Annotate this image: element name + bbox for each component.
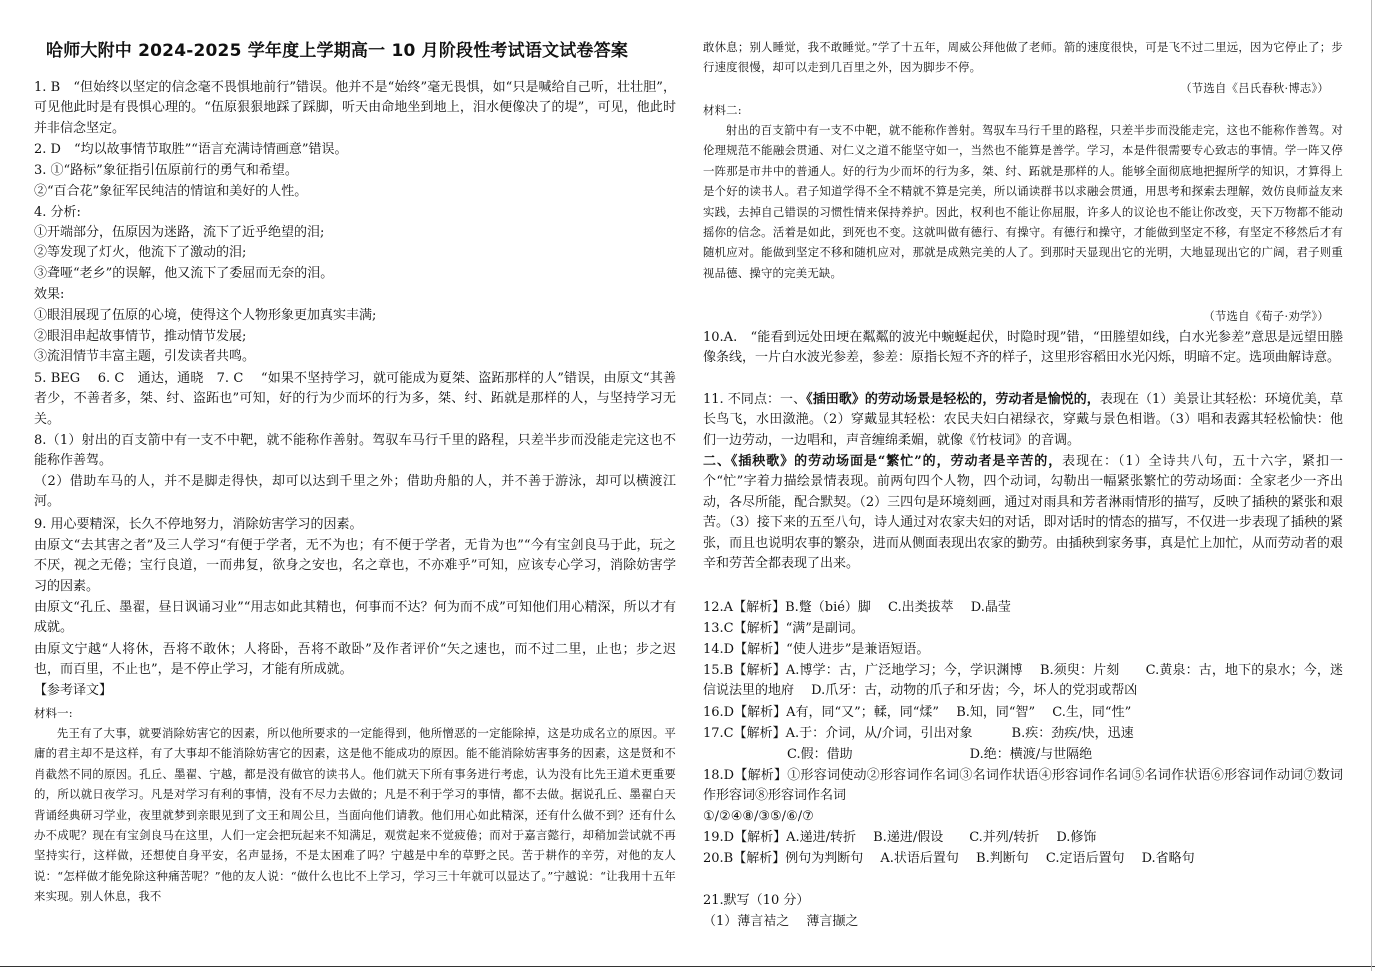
answer-q4-b: ②等发现了灯火，他流下了激动的泪; (34, 245, 247, 260)
answer-q9-b: 由原文“孔丘、墨翟，昼日讽诵习业”“用志如此其精也，何事而不达？何为而不成”可知他们用心精深，所以才有成就。 (34, 600, 676, 636)
material-1-translation-continued: 敢休息；别人睡觉，我不敢睡觉。”学了十五年，周威公拜他做了老师。箭的速度很快，可是飞不过二里远，因为它停止了；步行速度很慢，却可以走到几百里之外，因为脚步不停。 (703, 40, 1343, 75)
answer-effect: 效果: (34, 287, 65, 302)
answer-q17-a: 17.C【解析】A.于：介词，从/介词，引出对象 B.疾：劲疾/快，迅速 (703, 726, 1134, 741)
material-2-label: 材料二: (703, 103, 742, 117)
answer-q11-part-2 (703, 452, 1343, 574)
material-2-translation: 射出的百支箭中有一支不中靶，就不能称作善射。驾驭车马行千里的路程，只差半步而没能走完，这也不能称作善驾。对伦理规范不能融会贯通、对仁义之道不能坚守如一，当然也不能算是善学。学习，本是件很需要专心致志的事情。学一阵又停一阵那是市井中的普通人。好的行为少而坏的行为多，桀、纣、跖就是那样的人。能够全面彻底地把握所学的知识，才算得上是个好的读书人。君子知道学得不全不精就不算是完美，所以诵读群书以求融会贯通，用思考和探索去理解，效仿良师益友来实践，去掉自己错误的习惯性情来保持养护。因此，权利也不能让你屈服，许多人的议论也不能让你改变，天下万物都不能动摇你的信念。活着是如此，到死也不变。这就叫做有德行、有操守。有德行和操守，才能做到坚定不移，有坚定不移然后才有随机应对。能做到坚定不移和随机应对，那就是成熟完美的人了。到那时天显现出它的光明，大地显现出它的广阔，君子则重视品德、操守的完美无缺。 (703, 123, 1343, 280)
answer-q13: 13.C【解析】“满”是副词。 (703, 621, 864, 636)
reference-translation-heading: 【参考译文】 (34, 683, 113, 698)
answer-q9-a: 由原文“去其害之者”及三人学习“有便于学者，无不为也；有不便于学者，无肯为也”“今有宝剑良马于此，玩之不厌，视之无倦；宝行良道，一而弗复，欲身之安也，名之章也，不亦难乎”可知，应该专心学习，消除妨害学习的因素。 (34, 538, 676, 594)
answer-q9-c: 由原文宁越“人将休，吾将不敢休；人将卧，吾将不敢卧”及作者评价“矢之速也，而不过二里，止也；步之迟也，而百里，不止也”，是不停止学习，才能有所成就。 (34, 642, 676, 678)
answer-effect-3: ③流泪情节丰富主题，引发读者共鸣。 (34, 349, 256, 364)
answer-q12: 12.A【解析】B.蹩（bié）脚 C.出类拔萃 D.晶莹 (703, 600, 1011, 615)
answer-q21: 21.默写（10 分） (703, 893, 810, 908)
answer-q4-a: ①开端部分，伍原因为迷路，流下了近乎绝望的泪; (34, 225, 325, 240)
answer-q9: 9. 用心要精深，长久不停地努力，消除妨害学习的因素。 (34, 517, 363, 532)
source-2: （节选自《荀子·劝学》） (1203, 309, 1329, 323)
answer-q20: 20.B【解析】例句为判断句 A.状语后置句 B.判断句 C.定语后置句 D.省略句 (703, 851, 1195, 866)
answer-q14: 14.D【解析】“使人进步”是兼语短语。 (703, 642, 930, 657)
answer-q3-b: ②“百合花”象征军民纯洁的情谊和美好的人性。 (34, 184, 308, 199)
answer-q18-grouping: ①/②④⑧/③⑤/⑥/⑦ (703, 809, 814, 824)
answer-q16: 16.D【解析】A有，同“又”；輮，同“煣” B.知，同“智” C.生，同“性” (703, 705, 1132, 720)
q11-head-2: 二、 (703, 454, 731, 469)
source-1: （节选自《吕氏春秋·博志》） (1180, 81, 1329, 95)
answer-q15: 15.B【解析】A.博学：古，广泛地学习；今，学识渊博 B.须臾：片刻 C.黄泉：古，地下的泉水；今，迷信说法里的地府 D.爪牙：古，动物的爪子和牙齿；今，坏人的党羽或帮凶 (703, 663, 1343, 699)
answer-q8-2: （2）借助车马的人，并不是脚走得快，却可以达到千里之外；借助舟船的人，并不善于游泳，却可以横渡江河。 (34, 474, 676, 510)
answer-q19: 19.D【解析】A.递进/转折 B.递进/假设 C.并列/转折 D.修饰 (703, 830, 1097, 845)
answer-q10: 10.A. “能看到远处田埂在粼粼的波光中蜿蜒起伏，时隐时现”错，“田塍望如线，白水光参差”意思是远望田塍像条线，一片白水波光参差，参差：原指长短不齐的样子，这里形容稻田水光闪烁，明暗不定。选项曲解诗意。 (703, 330, 1343, 366)
q11-head: 11. 不同点：一、 (703, 392, 807, 407)
answer-effect-2: ②眼泪串起故事情节，推动情节发展; (34, 329, 247, 344)
q11-text-2: 表现在：（1）全诗共八句，五十六字，紧扣一个“忙”字着力描绘景情表现。前两句四个人物，四个动词，勾勒出一幅紧张繁忙的劳动场面：全家老少一齐出动，各尽所能，配合默契。（2）三四句是环境刻画，通过对雨具和芳者淋雨情形的描写，反映了插秧的紧张和艰苦。（3）接下来的五至八句，诗人通过对农家夫妇的对话，即对话时的情态的描写，不仅进一步表现了插秧的紧张，而且也说明农事的繁杂，进而从侧面表现出农家的勤劳。由插秧到家务事，真是忙上加忙，从而劳动者的艰辛和劳苦全都表现了出来。 (703, 454, 1343, 572)
bottom-border (0, 966, 1375, 967)
answer-q4-c: ③聋哑“老乡”的误解，他又流下了委屈而无奈的泪。 (34, 266, 334, 281)
material-1-translation: 先王有了大事，就要消除妨害它的因素，所以他所要求的一定能得到，他所憎恶的一定能除掉，这是功成名立的原因。平庸的君主却不是这样，有了大事却不能消除妨害它的因素，这是他不能成功的原因。能不能消除妨害事务的因素，这是贤和不肖截然不同的原因。孔丘、墨翟、宁越，都是没有做官的读书人。他们就天下所有事务进行考虑，认为没有比先王道术更重要的，所以就日夜学习。凡是对学习有利的事情，没有不尽力去做的；凡是不利于学习的事情，都不去做。据说孔丘、墨翟白天背诵经典研习学业，夜里就梦到亲眼见到了文王和周公旦，当面向他们请教。他们用心如此精深，还有什么做不到？还有什么办不成呢？现在有宝剑良马在这里，人们一定会把玩起来不知满足，观赏起来不觉疲倦；而对于嘉言懿行，却稍加尝试就不再坚持实行，这样做，还想使自身平安，名声显扬，不是太困难了吗？宁越是中牟的草野之民。苦于耕作的辛劳，对他的友人说：“怎样做才能免除这种痛苦呢？”他的友人说：“做什么也比不上学习，学习三十年就可以显达了。”宁越说：“让我用十五年来实现。别人休息，我不 (34, 726, 676, 904)
answer-q17-b: C.假：借助 D.绝：横渡/与世隔绝 (787, 747, 1093, 762)
answer-q8-1: 8.（1）射出的百支箭中有一支不中靶，就不能称作善射。驾驭车马行千里的路程，只差半步而没能走完这也不能称作善驾。 (34, 433, 676, 469)
answer-q18: 18.D【解析】①形容词使动②形容词作名词③名词作状语④形容词作名词⑤名词作状语⑥形容词作动词⑦数词作形容词⑧形容词作名词 (703, 768, 1343, 804)
answer-effect-1: ①眼泪展现了伍原的心境，使得这个人物形象更加真实丰满; (34, 308, 377, 323)
answer-q2: 2. D “均以故事情节取胜”“语言充满诗情画意”错误。 (34, 142, 348, 157)
q11-bold-1: 《插田歌》的劳动场景是轻松的，劳动者是愉悦的， (806, 392, 1100, 407)
page-title: 哈师大附中 2024-2025 学年度上学期高一 10 月阶段性考试语文试卷答案 (46, 41, 629, 61)
q11-bold-2: 《插秧歌》的劳动场面是“繁忙”的，劳动者是辛苦的， (730, 454, 1063, 469)
q11-text-1: 表现在（1）美景让其轻松：环境优美，草长鸟飞，水田潋滟。（2）穿戴显其轻松：农民夫妇白裙绿衣，穿戴与景色相谐。（3）唱和表露其轻松愉快：他们一边劳动，一边唱和，声音缠绵柔媚，就像《竹枝词》的音调。 (703, 392, 1343, 448)
right-border (1371, 0, 1372, 971)
answer-q1: 1. B “但始终以坚定的信念毫不畏惧地前行”错误。他并不是“始终”毫无畏惧，如“只是喊给自己听，壮壮胆”，可见他此时是有畏惧心理的。“伍原狠狠地踩了踩脚，听天由命地坐到地上，泪水便像决了的堤”，可见，他此时并非信念坚定。 (34, 80, 676, 136)
material-1-label: 材料一: (34, 706, 73, 720)
answer-q21-1: （1）薄言袺之 薄言撷之 (703, 914, 859, 929)
answer-q11-part-1 (703, 390, 1343, 451)
answer-q5-7: 5. BEG 6. C 通达，通晓 7. C “如果不坚持学习，就可能成为夏桀、盗跖那样的人”错误，由原文“其善者少，不善者多，桀、纣、盗跖也”可知，好的行为少而坏的行为多，桀、纣、跖就是那样的人，与坚持学习无关。 (34, 371, 676, 427)
answer-q3-a: 3. ①“路标”象征指引伍原前行的勇气和希望。 (34, 163, 298, 178)
answer-q4: 4. 分析: (34, 205, 81, 220)
